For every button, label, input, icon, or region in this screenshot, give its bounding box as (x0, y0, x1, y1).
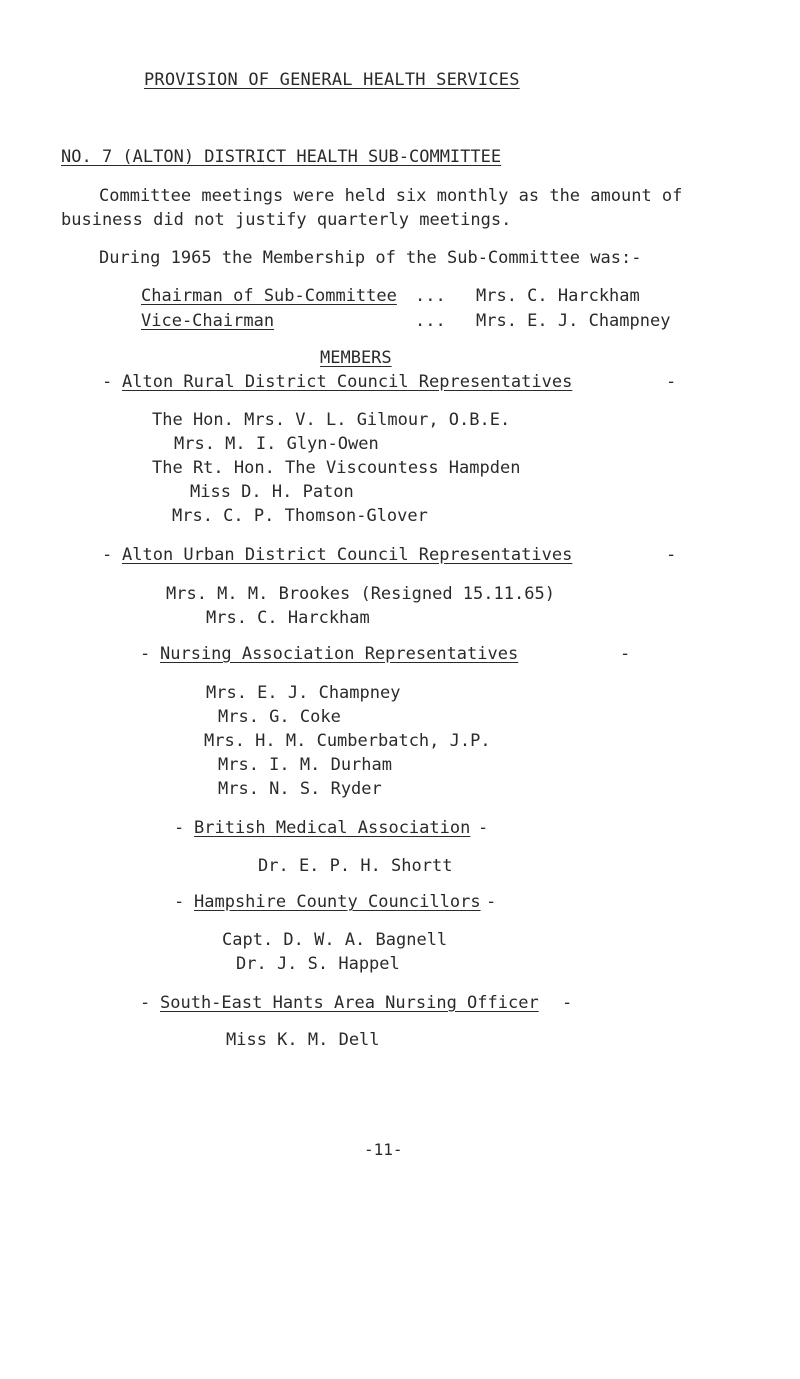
county-member: Dr. J. S. Happel (236, 954, 400, 974)
page-title: PROVISION OF GENERAL HEALTH SERVICES (144, 70, 520, 90)
urban-heading: Alton Urban District Council Representatives (122, 545, 573, 565)
vice-chairman-label: Vice-Chairman (141, 311, 275, 331)
vice-chairman-name: Mrs. E. J. Champney (476, 311, 671, 331)
urban-member: Mrs. M. M. Brookes (Resigned 15.11.65) (166, 584, 555, 604)
rural-member: The Rt. Hon. The Viscountess Hampden (152, 458, 521, 478)
county-dash-left: - (174, 892, 185, 912)
rural-dash-left: - (102, 372, 113, 392)
page-number: -11- (364, 1140, 403, 1159)
intro-line-1: Committee meetings were held six monthly as the amount of (99, 186, 683, 206)
bma-dash-left: - (174, 818, 185, 838)
nursing-member: Mrs. N. S. Ryder (218, 779, 382, 799)
county-member: Capt. D. W. A. Bagnell (222, 930, 448, 950)
rural-heading: Alton Rural District Council Representatives (122, 372, 573, 392)
nursing-member: Mrs. E. J. Champney (206, 683, 401, 703)
urban-dash-right: - (666, 545, 677, 565)
urban-dash-left: - (102, 545, 113, 565)
rural-member: The Hon. Mrs. V. L. Gilmour, O.B.E. (152, 410, 511, 430)
members-heading: MEMBERS (320, 348, 392, 368)
nursing-dash-right: - (620, 644, 631, 664)
officer-dash-right: - (562, 993, 573, 1013)
rural-dash-right: - (666, 372, 677, 392)
rural-member: Miss D. H. Paton (190, 482, 354, 502)
chairman-dots: ... (415, 286, 446, 306)
county-dash-right: - (486, 892, 497, 912)
nursing-member: Mrs. G. Coke (218, 707, 341, 727)
vice-chairman-dots: ... (415, 311, 446, 331)
officer-heading: South-East Hants Area Nursing Officer (160, 993, 539, 1013)
bma-member: Dr. E. P. H. Shortt (258, 856, 453, 876)
bma-heading: British Medical Association (194, 818, 471, 838)
chairman-name: Mrs. C. Harckham (476, 286, 640, 306)
section-heading: NO. 7 (ALTON) DISTRICT HEALTH SUB-COMMITTEE (61, 147, 502, 167)
membership-intro: During 1965 the Membership of the Sub-Committee was:- (99, 248, 642, 268)
nursing-member: Mrs. I. M. Durham (218, 755, 392, 775)
intro-line-2: business did not justify quarterly meetings. (61, 210, 512, 230)
nursing-heading: Nursing Association Representatives (160, 644, 519, 664)
nursing-dash-left: - (140, 644, 151, 664)
chairman-label: Chairman of Sub-Committee (141, 286, 397, 306)
urban-member: Mrs. C. Harckham (206, 608, 370, 628)
officer-dash-left: - (140, 993, 151, 1013)
bma-dash-right: - (478, 818, 489, 838)
nursing-member: Mrs. H. M. Cumberbatch, J.P. (204, 731, 491, 751)
rural-member: Mrs. M. I. Glyn-Owen (174, 434, 379, 454)
officer-member: Miss K. M. Dell (226, 1030, 380, 1050)
rural-member: Mrs. C. P. Thomson-Glover (172, 506, 428, 526)
county-heading: Hampshire County Councillors (194, 892, 481, 912)
